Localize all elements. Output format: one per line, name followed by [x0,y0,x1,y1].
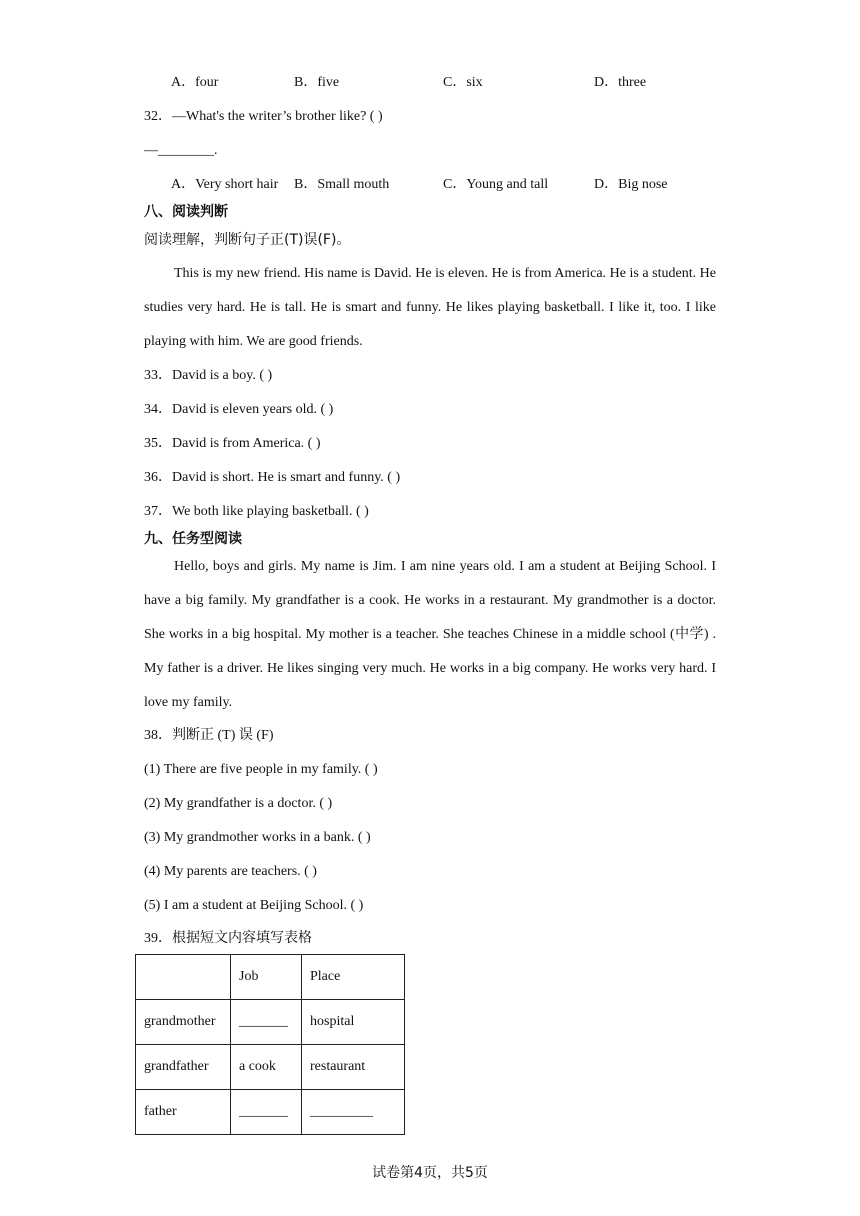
q32-answer-line: —________. [144,143,218,158]
q31-option-c: C．six [443,75,483,90]
q32-option-a: A．Very short hair [171,177,279,192]
section-9-heading: 九、任务型阅读 [144,531,242,547]
question-33: 33．David is a boy. ( ) [144,368,273,383]
question-38-item-2: (2) My grandfather is a doctor. ( ) [144,796,333,811]
q32-option-d: D．Big nose [594,177,668,192]
question-38-item-1: (1) There are five people in my family. ( ) [144,762,378,777]
question-38-title: 38．判断正 (T) 误 (F) [144,728,274,743]
q32-option-c: C．Young and tall [443,177,549,192]
table-header-cell [136,955,231,1000]
page-footer: 试卷第4页，共5页 [372,1165,488,1181]
fill-in-table [135,954,405,1135]
table-cell: grandmother [136,1000,231,1045]
table-cell: _______ [231,1000,302,1045]
q32-question: 32．—What's the writer’s brother like? ( ) [144,109,383,124]
table-row [136,1000,405,1045]
table-header-cell: Place [302,955,405,1000]
table-cell: _______ [231,1090,302,1135]
table-row [136,1045,405,1090]
table-cell: restaurant [302,1045,405,1090]
table-header-cell: Job [231,955,302,1000]
section-8-heading: 八、阅读判断 [144,204,228,220]
question-36: 36．David is short. He is smart and funny. ( ) [144,470,401,485]
table-row [136,1090,405,1135]
table-cell: grandfather [136,1045,231,1090]
question-35: 35．David is from America. ( ) [144,436,321,451]
section-8-passage: This is my new friend. His name is David. He is eleven. He is from America. He is a student. He studies very hard. He is tall. He is smart and funny. He likes playing basketball. I like it, too. I like playing with him. We are good friends. [144,266,716,349]
question-38-item-3: (3) My grandmother works in a bank. ( ) [144,830,371,845]
q31-option-a: A．four [171,75,219,90]
section-9-passage: Hello, boys and girls. My name is Jim. I am nine years old. I am a student at Beijing School. I have a big family. My grandfather is a cook. He works in a restaurant. My grandmother is a doctor. She works in a big hospital. My mother is a teacher. She teaches Chinese in a middle school (中学) . My father is a driver. He likes singing very much. He works in a big company. He works very hard. I love my family. [144,559,716,710]
q31-option-b: B．five [294,75,340,90]
table-cell: a cook [231,1045,302,1090]
section-8-instruction: 阅读理解，判断句子正(T)误(F)。 [144,232,351,248]
table-cell: hospital [302,1000,405,1045]
question-38-item-5: (5) I am a student at Beijing School. ( ) [144,898,364,913]
question-37: 37．We both like playing basketball. ( ) [144,504,369,519]
table-cell: _________ [302,1090,405,1135]
q31-option-d: D．three [594,75,647,90]
table-header-row [136,955,405,1000]
question-34: 34．David is eleven years old. ( ) [144,402,334,417]
question-39-title: 39．根据短文内容填写表格 [144,931,312,946]
question-38-item-4: (4) My parents are teachers. ( ) [144,864,317,879]
q32-option-b: B．Small mouth [294,177,390,192]
table-cell: father [136,1090,231,1135]
